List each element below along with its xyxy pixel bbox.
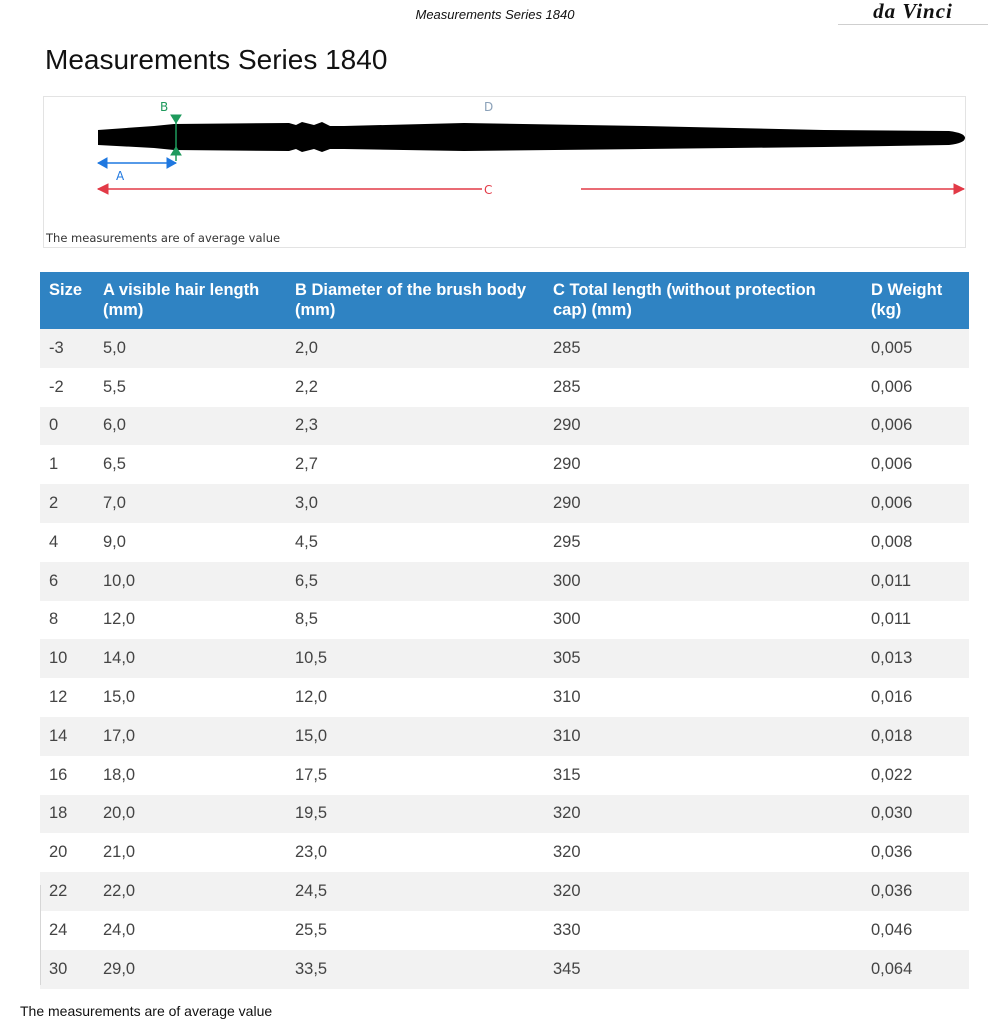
cell-size: 10 (40, 639, 94, 678)
cell-total-length: 290 (544, 407, 862, 446)
cell-weight: 0,064 (862, 950, 969, 989)
label-b: B (160, 100, 169, 114)
cell-total-length: 305 (544, 639, 862, 678)
table-row (40, 562, 969, 601)
table-row (40, 639, 969, 678)
cell-diameter: 2,0 (286, 329, 544, 368)
cell-diameter: 19,5 (286, 795, 544, 834)
cell-diameter: 24,5 (286, 872, 544, 911)
cell-weight: 0,046 (862, 911, 969, 950)
divider (40, 885, 41, 985)
cell-size: 22 (40, 872, 94, 911)
cell-hair-length: 6,5 (94, 445, 286, 484)
page-title: Measurements Series 1840 (45, 44, 388, 75)
cell-weight: 0,005 (862, 329, 969, 368)
cell-hair-length: 22,0 (94, 872, 286, 911)
cell-total-length: 285 (544, 368, 862, 407)
header-title: Measurements Series 1840 (415, 7, 575, 22)
cell-total-length: 320 (544, 833, 862, 872)
brush-diagram (43, 96, 966, 248)
table-header-row (40, 272, 969, 329)
cell-weight: 0,006 (862, 407, 969, 446)
cell-total-length: 310 (544, 678, 862, 717)
footer-note: The measurements are of average value (20, 1003, 273, 1019)
cell-size: 2 (40, 484, 94, 523)
cell-hair-length: 5,0 (94, 329, 286, 368)
cell-diameter: 8,5 (286, 601, 544, 640)
cell-hair-length: 9,0 (94, 523, 286, 562)
cell-weight: 0,022 (862, 756, 969, 795)
cell-total-length: 300 (544, 601, 862, 640)
cell-total-length: 330 (544, 911, 862, 950)
cell-weight: 0,030 (862, 795, 969, 834)
table-row (40, 950, 969, 989)
cell-total-length: 315 (544, 756, 862, 795)
cell-hair-length: 6,0 (94, 407, 286, 446)
cell-diameter: 2,3 (286, 407, 544, 446)
brush-shape (98, 122, 965, 152)
cell-size: 16 (40, 756, 94, 795)
cell-size: 14 (40, 717, 94, 756)
cell-diameter: 3,0 (286, 484, 544, 523)
dimension-a (98, 158, 176, 168)
cell-hair-length: 5,5 (94, 368, 286, 407)
cell-size: 18 (40, 795, 94, 834)
diagram-note: The measurements are of average value (46, 231, 281, 245)
table-row (40, 368, 969, 407)
cell-hair-length: 17,0 (94, 717, 286, 756)
cell-total-length: 290 (544, 445, 862, 484)
cell-hair-length: 14,0 (94, 639, 286, 678)
brush-diagram-svg (44, 97, 965, 247)
table-row (40, 911, 969, 950)
table-row (40, 407, 969, 446)
header-weight: D Weight (kg) (862, 272, 969, 329)
cell-hair-length: 20,0 (94, 795, 286, 834)
cell-hair-length: 10,0 (94, 562, 286, 601)
cell-total-length: 300 (544, 562, 862, 601)
cell-weight: 0,013 (862, 639, 969, 678)
cell-hair-length: 18,0 (94, 756, 286, 795)
cell-hair-length: 15,0 (94, 678, 286, 717)
cell-size: -2 (40, 368, 94, 407)
cell-total-length: 320 (544, 795, 862, 834)
label-a: A (116, 169, 125, 183)
table-row (40, 678, 969, 717)
table-row (40, 717, 969, 756)
cell-hair-length: 12,0 (94, 601, 286, 640)
cell-total-length: 320 (544, 872, 862, 911)
cell-weight: 0,011 (862, 601, 969, 640)
cell-weight: 0,036 (862, 872, 969, 911)
cell-size: 8 (40, 601, 94, 640)
table-row (40, 756, 969, 795)
cell-weight: 0,036 (862, 833, 969, 872)
cell-total-length: 345 (544, 950, 862, 989)
cell-hair-length: 21,0 (94, 833, 286, 872)
label-d: D (484, 100, 494, 114)
cell-size: 1 (40, 445, 94, 484)
cell-size: 30 (40, 950, 94, 989)
cell-size: 0 (40, 407, 94, 446)
table-row (40, 484, 969, 523)
cell-weight: 0,008 (862, 523, 969, 562)
cell-size: 24 (40, 911, 94, 950)
cell-size: 6 (40, 562, 94, 601)
cell-hair-length: 29,0 (94, 950, 286, 989)
header-diameter: B Diameter of the brush body (mm) (286, 272, 544, 329)
cell-weight: 0,006 (862, 484, 969, 523)
cell-weight: 0,006 (862, 445, 969, 484)
cell-size: 12 (40, 678, 94, 717)
table-row (40, 445, 969, 484)
brand-logo: da Vinci (838, 0, 988, 25)
table-row (40, 601, 969, 640)
cell-diameter: 6,5 (286, 562, 544, 601)
table-row (40, 795, 969, 834)
cell-size: -3 (40, 329, 94, 368)
dimension-c (98, 184, 964, 194)
cell-diameter: 17,5 (286, 756, 544, 795)
cell-diameter: 10,5 (286, 639, 544, 678)
cell-weight: 0,011 (862, 562, 969, 601)
cell-hair-length: 7,0 (94, 484, 286, 523)
cell-weight: 0,016 (862, 678, 969, 717)
cell-diameter: 15,0 (286, 717, 544, 756)
cell-size: 20 (40, 833, 94, 872)
cell-diameter: 2,7 (286, 445, 544, 484)
header-total-length: C Total length (without protection cap) (mm) (544, 272, 862, 329)
cell-diameter: 25,5 (286, 911, 544, 950)
cell-weight: 0,018 (862, 717, 969, 756)
cell-total-length: 295 (544, 523, 862, 562)
table-row (40, 833, 969, 872)
cell-diameter: 33,5 (286, 950, 544, 989)
cell-total-length: 285 (544, 329, 862, 368)
cell-hair-length: 24,0 (94, 911, 286, 950)
label-c: C (484, 183, 493, 197)
table-row (40, 523, 969, 562)
cell-total-length: 290 (544, 484, 862, 523)
cell-size: 4 (40, 523, 94, 562)
cell-diameter: 2,2 (286, 368, 544, 407)
cell-diameter: 23,0 (286, 833, 544, 872)
cell-diameter: 4,5 (286, 523, 544, 562)
table-row (40, 872, 969, 911)
header-hair-length: A visible hair length (mm) (94, 272, 286, 329)
table-body (40, 329, 969, 989)
header-size: Size (40, 272, 94, 329)
cell-diameter: 12,0 (286, 678, 544, 717)
cell-weight: 0,006 (862, 368, 969, 407)
cell-total-length: 310 (544, 717, 862, 756)
measurements-table (40, 272, 969, 989)
table-row (40, 329, 969, 368)
